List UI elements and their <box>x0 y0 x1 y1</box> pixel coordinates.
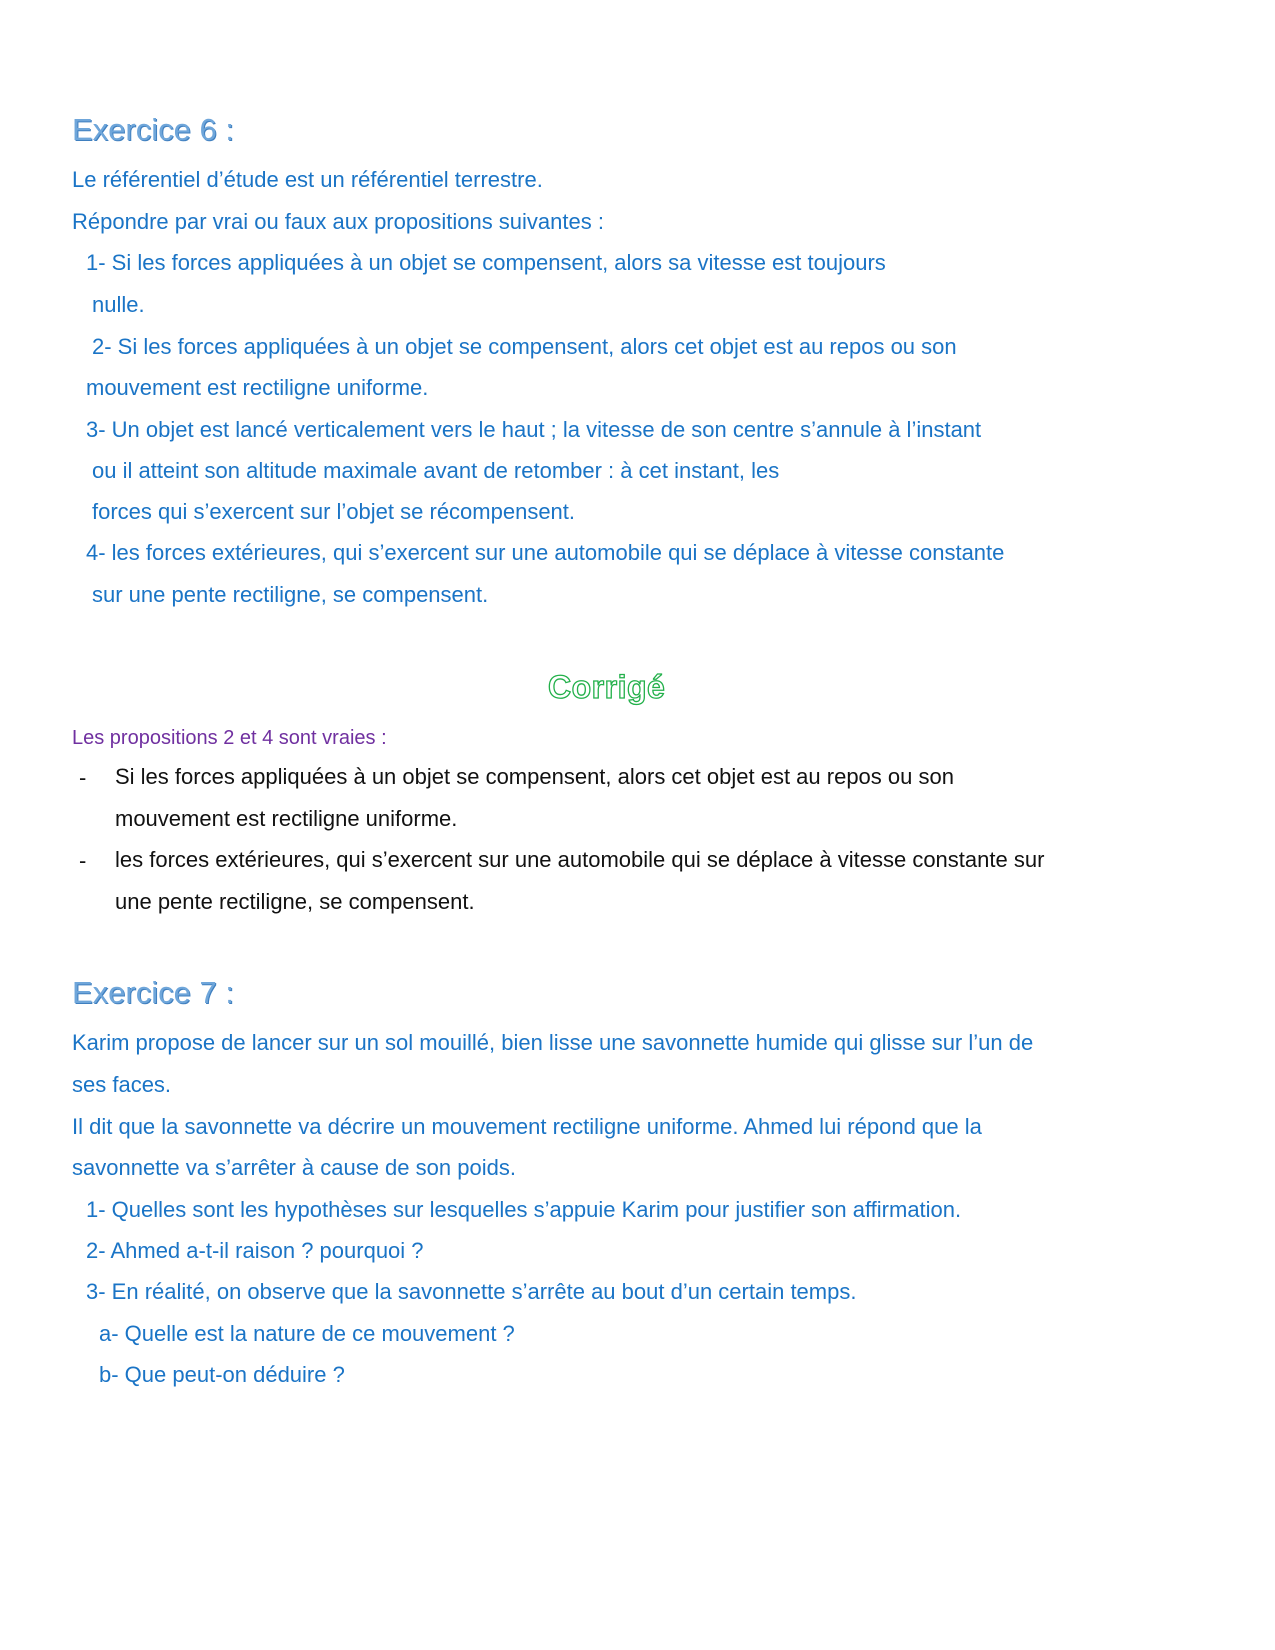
ex7-line-7: 3- En réalité, on observe que la savonnette s’arrête au bout d’un certain temps. <box>86 1279 857 1304</box>
corrige-item-2-line-2: une pente rectiligne, se compensent. <box>115 889 475 914</box>
corrige-title: Corrigé <box>548 669 666 705</box>
ex7-line-9: b- Que peut-on déduire ? <box>99 1362 345 1387</box>
ex7-line-3: Il dit que la savonnette va décrire un mouvement rectiligne uniforme. Ahmed lui répond que la <box>72 1114 982 1139</box>
exercise-7-title: Exercice 7 : <box>72 975 234 1010</box>
ex7-line-8: a- Quelle est la nature de ce mouvement ? <box>99 1321 515 1346</box>
ex6-line-11: sur une pente rectiligne, se compensent. <box>92 582 489 607</box>
corrige-item-2-line-1: les forces extérieures, qui s’exercent sur une automobile qui se déplace à vitesse constante sur <box>115 847 1045 872</box>
ex6-line-10: 4- les forces extérieures, qui s’exercent sur une automobile qui se déplace à vitesse constante <box>86 540 1005 565</box>
ex7-line-2: ses faces. <box>72 1072 172 1097</box>
ex6-line-2: Répondre par vrai ou faux aux propositions suivantes : <box>72 209 604 234</box>
ex7-line-6: 2- Ahmed a-t-il raison ? pourquoi ? <box>86 1238 424 1263</box>
ex6-line-5: 2- Si les forces appliquées à un objet se compensent, alors cet objet est au repos ou son <box>92 334 957 359</box>
ex6-line-7: 3- Un objet est lancé verticalement vers le haut ; la vitesse de son centre s’annule à l’instant <box>86 417 982 442</box>
ex6-line-1: Le référentiel d’étude est un référentiel terrestre. <box>72 167 543 192</box>
ex6-line-8: ou il atteint son altitude maximale avant de retomber : à cet instant, les <box>92 458 780 483</box>
corrige-intro: Les propositions 2 et 4 sont vraies : <box>72 727 387 749</box>
ex7-line-5: 1- Quelles sont les hypothèses sur lesquelles s’appuie Karim pour justifier son affirmation. <box>86 1197 962 1222</box>
corrige-bullet-2: - <box>79 848 87 873</box>
corrige-bullet-1: - <box>79 765 87 790</box>
exercise-6-title: Exercice 6 : <box>72 112 234 147</box>
ex6-line-9: forces qui s’exercent sur l’objet se récompensent. <box>92 499 576 524</box>
corrige-item-1-line-2: mouvement est rectiligne uniforme. <box>115 806 458 831</box>
corrige-item-1-line-1: Si les forces appliquées à un objet se compensent, alors cet objet est au repos ou son <box>115 764 954 789</box>
ex6-line-3: 1- Si les forces appliquées à un objet se compensent, alors sa vitesse est toujours <box>86 250 886 275</box>
ex7-line-1: Karim propose de lancer sur un sol mouillé, bien lisse une savonnette humide qui glisse sur l’un de <box>72 1030 1034 1055</box>
ex7-line-4: savonnette va s’arrêter à cause de son poids. <box>72 1155 516 1180</box>
ex6-line-4: nulle. <box>92 292 145 317</box>
ex6-line-6: mouvement est rectiligne uniforme. <box>86 375 429 400</box>
